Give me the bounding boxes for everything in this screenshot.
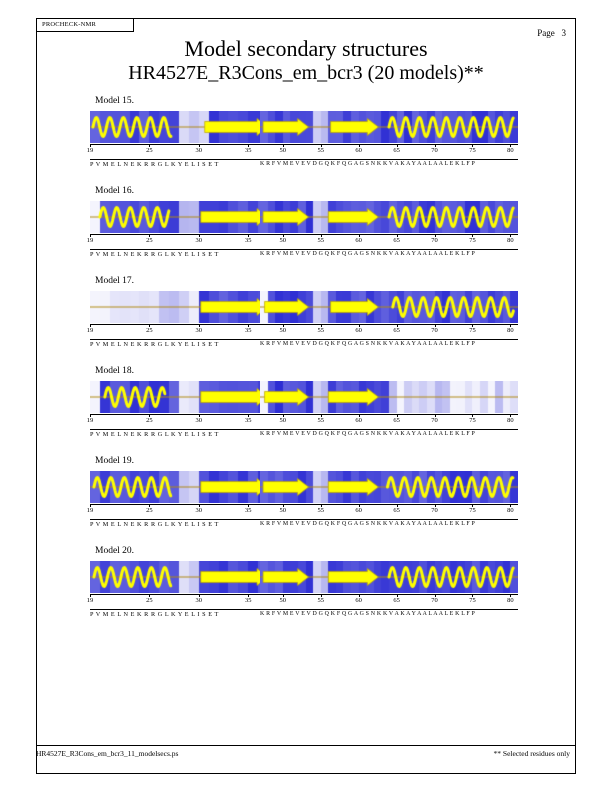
structure-canvas-right [260, 291, 518, 323]
axis-tick-label: 19 [86, 597, 94, 604]
sequence-row-left [90, 519, 268, 531]
secondary-structure-panel-right [260, 471, 518, 531]
sequence-row-left [90, 609, 268, 621]
axis-tick-label: 60 [355, 147, 362, 154]
axis-tick-label: 70 [431, 147, 438, 154]
axis-line [90, 144, 268, 145]
structure-strip-left [90, 291, 268, 323]
axis-tick-label: 25 [146, 597, 153, 604]
axis-tick-label: 50 [279, 597, 286, 604]
axis-tick-label: 65 [393, 147, 400, 154]
panels-row [60, 111, 560, 169]
structure-canvas-right [260, 381, 518, 413]
axis-tick-label: 80 [507, 597, 514, 604]
axis-tick-label: 35 [244, 327, 252, 334]
axis-tick-label: 19 [86, 147, 94, 154]
sequence-text-right: K R F V M E V E V D G Q K F Q G A G S N K K V A K A Y A A L A A L E K L F P [260, 161, 475, 167]
model-label: Model 15. [95, 96, 135, 106]
model-block [60, 186, 560, 259]
axis-tick-label: 50 [279, 327, 286, 334]
axis-line [260, 234, 518, 235]
structure-canvas-left [90, 111, 268, 143]
sequence-text-left: P V M E L N E K R R G L K Y E L I S E T [90, 431, 219, 438]
structure-strip-right [260, 561, 518, 593]
sequence-row-right [260, 429, 518, 441]
axis-tick-label: 50 [279, 237, 286, 244]
axis-tick-label: 25 [146, 237, 153, 244]
axis-tick-label: 75 [469, 597, 476, 604]
sequence-row-right [260, 609, 518, 621]
axis-tick-label: 25 [146, 327, 153, 334]
sequence-text-right: K R F V M E V E V D G Q K F Q G A G S N K K V A K A Y A A L A A L E K L F P [260, 341, 475, 347]
structure-canvas-left [90, 201, 268, 233]
axis-tick-label: 55 [317, 327, 324, 334]
sequence-text-left: P V M E L N E K R R G L K Y E L I S E T [90, 611, 219, 618]
residue-axis-left [86, 144, 268, 156]
axis-tick-label: 55 [317, 597, 324, 604]
secondary-structure-panel-right [260, 381, 518, 441]
page-subtitle: HR4527E_R3Cons_em_bcr3 (20 models)** [128, 62, 484, 84]
structure-canvas-left [90, 471, 268, 503]
residue-axis-right [260, 504, 518, 516]
axis-tick-label: 30 [195, 507, 203, 514]
axis-tick-label: 19 [86, 417, 94, 424]
residue-axis-left [86, 594, 268, 606]
axis-tick-label: 65 [393, 507, 400, 514]
residue-axis-right [260, 324, 518, 336]
axis-tick-label: 60 [355, 417, 362, 424]
sequence-text-left: P V M E L N E K R R G L K Y E L I S E T [90, 341, 219, 348]
residue-axis-right [260, 234, 518, 246]
structure-strip-right [260, 291, 518, 323]
axis-tick-label: 70 [431, 507, 438, 514]
axis-tick-label: 30 [195, 597, 203, 604]
axis-tick-label: 35 [244, 237, 252, 244]
axis-tick-label: 55 [317, 147, 324, 154]
axis-line [90, 234, 268, 235]
axis-tick-label: 65 [393, 597, 400, 604]
axis-tick-label: 75 [469, 507, 476, 514]
axis-tick-label: 80 [507, 237, 514, 244]
axis-line [260, 144, 518, 145]
model-block [60, 366, 560, 439]
axis-line [260, 414, 518, 415]
axis-tick-label: 65 [393, 417, 400, 424]
residue-axis-right [260, 144, 518, 156]
model-block [60, 546, 560, 619]
axis-tick-label: 65 [393, 237, 400, 244]
page-number-label: Page [537, 28, 555, 38]
axis-line [90, 594, 268, 595]
sequence-text-left: P V M E L N E K R R G L K Y E L I S E T [90, 161, 219, 168]
secondary-structure-panel-left [86, 471, 268, 531]
axis-tick-label: 19 [86, 237, 94, 244]
sequence-row-left [90, 429, 268, 441]
secondary-structure-panel-left [86, 111, 268, 171]
axis-tick-label: 80 [507, 147, 514, 154]
axis-tick-label: 70 [431, 597, 438, 604]
structure-strip-left [90, 471, 268, 503]
axis-tick-label: 25 [146, 417, 153, 424]
panels-row [60, 561, 560, 619]
structure-canvas-right [260, 111, 518, 143]
residue-axis-left [86, 504, 268, 516]
model-label: Model 16. [95, 186, 135, 196]
sequence-text-right: K R F V M E V E V D G Q K F Q G A G S N K K V A K A Y A A L A A L E K L F P [260, 251, 475, 257]
axis-tick-label: 50 [279, 417, 286, 424]
sequence-row-left [90, 249, 268, 261]
axis-tick-label: 30 [195, 147, 203, 154]
axis-tick-label: 55 [317, 417, 324, 424]
structure-canvas-left [90, 381, 268, 413]
axis-line [260, 504, 518, 505]
sequence-row-left [90, 159, 268, 171]
axis-tick-label: 55 [317, 237, 324, 244]
axis-tick-label: 60 [355, 237, 362, 244]
axis-tick-label: 80 [507, 507, 514, 514]
secondary-structure-panel-right [260, 291, 518, 351]
structure-strip-left [90, 201, 268, 233]
axis-tick-label: 50 [279, 147, 286, 154]
model-label: Model 19. [95, 456, 135, 466]
secondary-structure-panel-right [260, 561, 518, 621]
axis-tick-label: 19 [86, 327, 94, 334]
panels-row [60, 381, 560, 439]
residue-axis-right [260, 594, 518, 606]
axis-tick-label: 70 [431, 237, 438, 244]
secondary-structure-panel-left [86, 381, 268, 441]
axis-tick-label: 35 [244, 417, 252, 424]
structure-canvas-right [260, 561, 518, 593]
axis-tick-label: 35 [244, 147, 252, 154]
model-block [60, 96, 560, 169]
axis-tick-label: 30 [195, 417, 203, 424]
model-block [60, 276, 560, 349]
axis-tick-label: 60 [355, 597, 362, 604]
sequence-text-right: K R F V M E V E V D G Q K F Q G A G S N K K V A K A Y A A L A A L E K L F P [260, 611, 475, 617]
axis-tick-label: 80 [507, 327, 514, 334]
axis-tick-label: 75 [469, 417, 476, 424]
secondary-structure-panel-right [260, 111, 518, 171]
secondary-structure-panel-right [260, 201, 518, 261]
axis-line [90, 414, 268, 415]
axis-tick-label: 50 [279, 507, 286, 514]
secondary-structure-panel-left [86, 201, 268, 261]
model-label: Model 17. [95, 276, 135, 286]
structure-strip-right [260, 201, 518, 233]
page-title: Model secondary structures [184, 36, 428, 61]
sequence-row-left [90, 339, 268, 351]
footer-divider [36, 745, 576, 746]
page-number-value: 3 [561, 28, 566, 38]
axis-tick-label: 80 [507, 417, 514, 424]
axis-tick-label: 75 [469, 147, 476, 154]
residue-axis-left [86, 324, 268, 336]
axis-line [90, 504, 268, 505]
sequence-row-right [260, 159, 518, 171]
axis-line [260, 324, 518, 325]
axis-tick-label: 30 [195, 237, 203, 244]
residue-axis-left [86, 414, 268, 426]
footer-file-name: HR4527E_R3Cons_em_bcr3_11_modelsecs.ps [36, 749, 179, 758]
sequence-row-right [260, 519, 518, 531]
sequence-text-left: P V M E L N E K R R G L K Y E L I S E T [90, 521, 219, 528]
axis-tick-label: 75 [469, 327, 476, 334]
axis-tick-label: 25 [146, 507, 153, 514]
sequence-text-left: P V M E L N E K R R G L K Y E L I S E T [90, 251, 219, 258]
model-label: Model 20. [95, 546, 135, 556]
axis-tick-label: 75 [469, 237, 476, 244]
axis-tick-label: 30 [195, 327, 203, 334]
axis-line [260, 594, 518, 595]
structure-strip-right [260, 381, 518, 413]
structure-strip-left [90, 111, 268, 143]
sequence-text-right: K R F V M E V E V D G Q K F Q G A G S N K K V A K A Y A A L A A L E K L F P [260, 431, 475, 437]
secondary-structure-panel-left [86, 561, 268, 621]
residue-axis-left [86, 234, 268, 246]
axis-tick-label: 19 [86, 507, 94, 514]
structure-canvas-right [260, 471, 518, 503]
residue-axis-right [260, 414, 518, 426]
axis-line [90, 324, 268, 325]
program-tag: PROCHECK-NMR [36, 18, 134, 32]
sequence-text-right: K R F V M E V E V D G Q K F Q G A G S N K K V A K A Y A A L A A L E K L F P [260, 521, 475, 527]
panels-row [60, 201, 560, 259]
sequence-row-right [260, 249, 518, 261]
axis-tick-label: 35 [244, 507, 252, 514]
structure-strip-right [260, 111, 518, 143]
axis-tick-label: 60 [355, 507, 362, 514]
panels-row [60, 471, 560, 529]
axis-tick-label: 65 [393, 327, 400, 334]
footer-note: ** Selected residues only [493, 749, 570, 758]
model-block [60, 456, 560, 529]
structure-strip-left [90, 381, 268, 413]
structure-strip-left [90, 561, 268, 593]
structure-strip-right [260, 471, 518, 503]
structure-canvas-left [90, 291, 268, 323]
axis-tick-label: 35 [244, 597, 252, 604]
axis-tick-label: 70 [431, 327, 438, 334]
panels-row [60, 291, 560, 349]
model-label: Model 18. [95, 366, 135, 376]
axis-tick-label: 25 [146, 147, 153, 154]
axis-tick-label: 55 [317, 507, 324, 514]
secondary-structure-panel-left [86, 291, 268, 351]
axis-tick-label: 60 [355, 327, 362, 334]
structure-canvas-left [90, 561, 268, 593]
sequence-row-right [260, 339, 518, 351]
axis-tick-label: 70 [431, 417, 438, 424]
structure-canvas-right [260, 201, 518, 233]
